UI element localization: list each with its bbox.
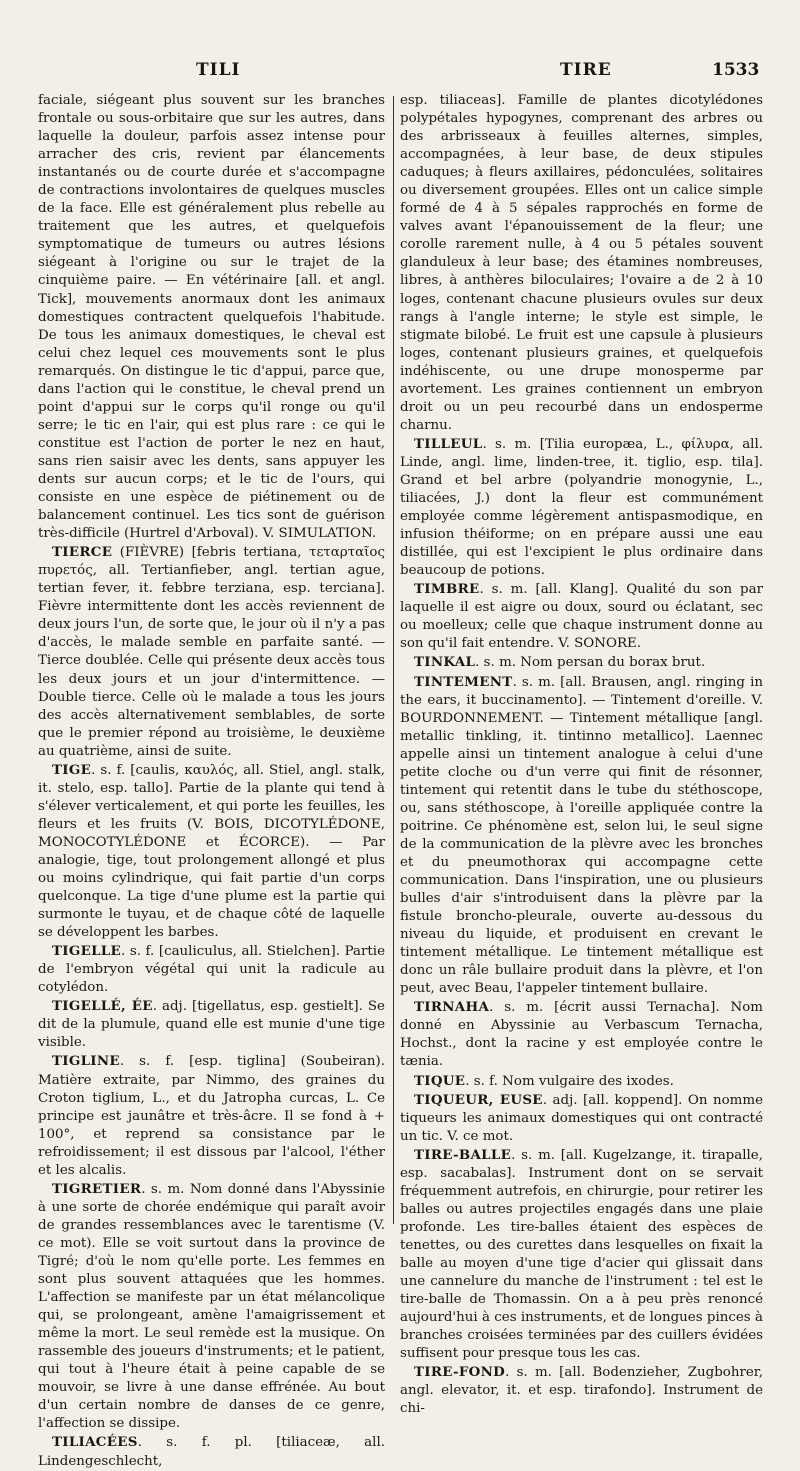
dictionary-entry (400, 1146, 763, 1364)
entry-headword: TIGRETIER (52, 1180, 142, 1197)
dictionary-entry (400, 435, 763, 580)
entry-headword: TIGELLÉ, ÉE (52, 998, 153, 1015)
dictionary-entry (400, 673, 763, 999)
entry-definition: . adj. [tigellatus, esp. gestielt]. Se dit de la plumule, quand elle est munie d'une tige visible. (38, 999, 385, 1051)
entry-definition: . adj. [all. koppend]. On nomme tiqueurs les animaux domestiques qui ont contracté un tic. V. ce mot. (400, 1092, 763, 1144)
entry-definition: . s. m. [all. Kugelzange, it. tirapalle, esp. sacabalas]. Instrument dont on se servait fréquemment autrefois, en chirurgie, pour retirer les balles ou autres projectiles engagés dans une plaie profonde. Les tire-balles étaient des espèces de tenettes, ou des curettes dans lesquelles on fixait la balle au moyen d'une tige d'acier qui glissait dans une cannelure du manche de l'instrument : tel est le tire-balle de Thomassin. On a à peu près renoncé aujourd'hui à ces instruments, et de longues pinces à branches croisées terminées par des cuillers évidées suffisent pour presque tous les cas. (400, 1147, 763, 1362)
dictionary-entry (38, 997, 385, 1052)
entry-definition: . s. m. [all. Brausen, angl. ringing in the ears, it buccinamento]. — Tintement d'oreille. V. BOURDONNEMENT. — Tintement métallique [angl. metallic tinkling, it. tintinno metallico]. Laennec appelle ainsi un tintement analogue à celui d'une petite cloche ou d'un verre qui finit de résonner, tintement qui retentit dans le tube du stéthoscope, ou, sans stéthoscope, à l'oreille appliquée contre la poitrine. Ce phénomène est, selon lui, le seul signe de la communication de la plèvre avec les bronches et du pneumothorax qui accompagne cette communication. Dans l'inspiration, une ou plusieurs bulles d'air s'introduisent dans la plèvre par la fistule broncho-pleurale, ouverte au-dessous du niveau du liquide, et produisent en crevant le tintement métallique. Le tintement métallique est donc un râle bullaire produit dans la plèvre, et l'on peut, avec Beau, l'appeler tintement bullaire. (400, 674, 763, 997)
dictionary-entry (38, 1180, 385, 1434)
dictionary-entry (400, 1091, 763, 1146)
entry-headword: TIGLINE (52, 1053, 120, 1070)
column-divider (393, 96, 394, 1224)
entry-definition: . s. f. pl. [tiliaceæ, all. Lindengeschlecht, (38, 1435, 385, 1469)
dictionary-entry (400, 653, 763, 672)
entry-definition: . s. m. [all. Bodenzieher, Zugbohrer, angl. elevator, it. et esp. tirafondo]. Instrument de chi- (400, 1365, 763, 1417)
entry-definition: (FIÈVRE) [febris tertiana, τεταρταῖος πυρετός, all. Tertianfieber, angl. tertian ague, tertian fever, it. febbre terziana, esp. terciana]. Fièvre intermittente dont les accès reviennent de deux jours l'un, de sorte que, le jour où il n'y a pas d'accès, le malade semble en parfaite santé. — Tierce doublée. Celle qui présente deux accès tous les deux jours et un jour d'intermittence. — Double tierce. Celle où le malade a tous les jours des accès alternativement semblables, de sorte que le premier répond au troisième, le deuxième au quatrième, ainsi de suite. (38, 545, 385, 759)
dictionary-entry (400, 1072, 763, 1091)
dictionary-entry (38, 1052, 385, 1179)
dictionary-entry (400, 580, 763, 653)
entry-headword: TILLEUL (414, 435, 483, 452)
entry-headword: TIRE-BALLE (414, 1146, 512, 1163)
entry-headword: TIRNAHA (414, 999, 490, 1016)
entry-definition: . s. m. [écrit aussi Ternacha]. Nom donné en Abyssinie au Verbascum Ternacha, Hochst., dont la racine y est employée contre le tænia. (400, 1000, 763, 1070)
entry-headword: TINTEMENT (414, 673, 513, 690)
paragraph-text: esp. tiliaceas]. Famille de plantes dicotylédones polypétales hypogynes, comprenant des arbres ou des arbrisseaux à feuilles alternes, simples, accompagnées, à leur base, de deux stipules caduques; à fleurs axillaires, pédonculées, solitaires ou diversement groupées. Elles ont un calice simple formé de 4 à 5 sépales rapprochés en forme de valves avant l'épanouissement de la fleur; une corolle rarement nulle, à 4 ou 5 pétales souvent glanduleux à leur base; des étamines nombreuses, libres, à anthères biloculaires; l'ovaire a de 2 à 10 loges, contenant chacune plusieurs ovules sur deux rangs à l'angle interne; le style est simple, le stigmate bilobé. Le fruit est une capsule à plusieurs loges, contenant plusieurs graines, et quelquefois indéhiscente, ou une drupe monosperme par avortement. Les graines contiennent un embryon droit ou un peu recourbé dans un endosperme charnu. (400, 93, 763, 433)
dictionary-entry (38, 543, 385, 761)
entry-definition: . s. m. [Tilia europæa, L., φίλυρα, all. Linde, angl. lime, linden-tree, it. tiglio, esp. tila]. Grand et bel arbre (polyandrie monogynie, L., tiliacées, J.) dont la fleur est communément employée comme légèrement antispasmodique, en infusion théiforme; on en prépare aussi une eau distillée, qui est l'excipient le plus ordinaire dans beaucoup de potions. (400, 436, 763, 579)
entry-definition: . s. m. Nom persan du borax brut. (475, 655, 706, 671)
entry-definition: . s. f. Nom vulgaire des ixodes. (465, 1073, 674, 1089)
dictionary-entry (400, 1363, 763, 1418)
dictionary-entry (400, 998, 763, 1071)
entry-headword: TIGE (52, 761, 92, 778)
header-right-word: TIRE (560, 60, 612, 80)
continued-paragraph (38, 92, 385, 543)
entry-headword: TIQUEUR, EUSE (414, 1091, 543, 1108)
entry-definition: . s. m. [all. Klang]. Qualité du son par laquelle il est aigre ou doux, sourd ou éclatant, sec ou moelleux; celle que chaque instrument donne au son qu'il fait entendre. V. SONORE. (400, 582, 763, 652)
entry-headword: TINKAL (414, 654, 476, 671)
entry-headword: TIMBRE (414, 581, 480, 598)
header-left-word: TILI (196, 60, 241, 80)
entry-headword: TILIACÉES (52, 1434, 138, 1451)
entry-definition: . s. f. [esp. tiglina] (Soubeiran). Matière extraite, par Nimmo, des graines du Croton tiglium, L., et du Jatropha curcas, L. Ce principe est jaunâtre et très-âcre. Il se fond à + 100°, et reprend sa consistance par le refroidissement; il est dissous par l'alcool, l'éther et les alcalis. (38, 1054, 385, 1178)
continued-paragraph (400, 92, 763, 435)
dictionary-entry (38, 761, 385, 942)
paragraph-text: faciale, siégeant plus souvent sur les branches frontale ou sous-orbitaire que sur les autres, dans laquelle la douleur, parfois assez intense pour arracher des cris, revient par élancements instantanés ou de courte durée et s'accompagne de contractions involontaires de quelques muscles de la face. Elle est généralement plus rebelle au traitement que les autres, et quelquefois symptomatique de tumeurs ou autres lésions siégeant à l'origine ou sur le trajet de la cinquième paire. — En vétérinaire [all. et angl. Tick], mouvements anormaux dont les animaux domestiques contractent quelquefois l'habitude. De tous les animaux domestiques, le cheval est celui chez lequel ces mouvements sont le plus remarqués. On distingue le tic d'appui, parce que, dans l'action qui le constitue, le cheval prend un point d'appui sur le corps qu'il ronge ou qu'il serre; le tic en l'air, qui est plus rare : ce qui le constitue est l'action de porter le nez en haut, sans rien saisir avec les dents, sans appuyer les dents sur aucun corps; et le tic de l'ours, qui consiste en une espèce de piétinement ou de balancement continuel. Les tics sont de guérison très-difficile (Hurtrel d'Arboval). V. SIMULATION. (38, 93, 385, 542)
entry-definition: . s. m. Nom donné dans l'Abyssinie à une sorte de chorée endémique qui paraît avoir de grandes ressemblances avec le tarentisme (V. ce mot). Elle se voit surtout dans la province de Tigré; d'où le nom qu'elle porte. Les femmes en sont plus souvent attaquées que les hommes. L'affection se manifeste par un état mélancolique qui, se prolongeant, amène l'amaigrissement et même la mort. Le seul remède est la musique. On rassemble des joueurs d'instruments; et le patient, qui tout à l'heure était à peine capable de se mouvoir, se livre à une danse effrénée. Au bout d'un certain nombre de danses de ce genre, l'affection se dissipe. (38, 1181, 385, 1432)
dictionary-entry (38, 942, 385, 997)
entry-definition: . s. f. [cauliculus, all. Stielchen]. Partie de l'embryon végétal qui unit la radicule au cotylédon. (38, 944, 385, 996)
entry-headword: TIRE-FOND (414, 1364, 506, 1381)
running-head (0, 60, 800, 88)
entry-headword: TIGELLE (52, 943, 122, 960)
page-number: 1533 (712, 60, 760, 80)
entry-headword: TIERCE (52, 544, 113, 561)
entry-headword: TIQUE (414, 1072, 466, 1089)
right-column (400, 92, 763, 1418)
dictionary-entry (38, 1433, 385, 1470)
entry-definition: . s. f. [caulis, καυλός, all. Stiel, angl. stalk, it. stelo, esp. tallo]. Partie de la plante qui tend à s'élever verticalement, et qui porte les feuilles, les fleurs et les fruits (V. BOIS, DICOTYLÉDONE, MONOCOTYLÉDONE et ÉCORCE). — Par analogie, tige, tout prolongement allongé et plus ou moins cylindrique, qui fait partie d'un corps quelconque. La tige d'une plume est la partie qui surmonte le tuyau, et de chaque côté de laquelle se développent les barbes. (38, 762, 385, 941)
